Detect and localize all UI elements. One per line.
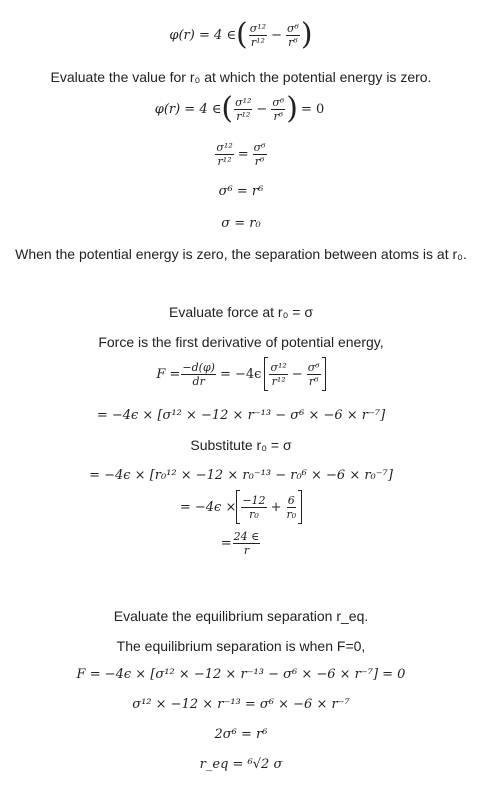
eq10-num: 24 ∈ xyxy=(233,530,260,543)
eq1-den2: r⁶ xyxy=(288,35,298,49)
eq6-mid: = −4ϵ xyxy=(219,366,262,382)
eq2-num2: σ⁶ xyxy=(272,95,285,109)
eq2-den2: r⁶ xyxy=(273,109,284,123)
two-sigma6-equation: 2σ⁶ = r⁶ xyxy=(214,727,268,742)
text-evaluate-r0: Evaluate the value for r₀ at which the potential energy is zero. xyxy=(50,69,432,85)
eq3-den2: r⁶ xyxy=(254,155,265,168)
sigma-r0-equation: σ = r₀ xyxy=(221,216,261,231)
sigma6-equation: σ⁶ = r⁶ xyxy=(218,184,264,199)
req-result-equation: r_eq = ⁶√2 σ xyxy=(199,757,283,772)
eq1-num1: σ¹² xyxy=(249,21,267,35)
eq6-num2: σ⁶ xyxy=(307,360,320,374)
text-substitute: Substitute r₀ = σ xyxy=(190,437,292,453)
force-zero-equation: F = −4ϵ × [σ¹² × −12 × r⁻¹³ − σ⁶ × −6 × r⁻⁷] = 0 xyxy=(76,667,406,682)
eq10-lhs: = xyxy=(220,536,232,551)
eq6-den2: r⁶ xyxy=(308,374,319,388)
eq2-rhs: = 0 xyxy=(300,101,325,117)
eq9-den2: r₀ xyxy=(286,507,297,521)
eq6-den0: dr xyxy=(192,374,205,388)
text-zero-separation: When the potential energy is zero, the separation between atoms is at r₀. xyxy=(15,246,467,262)
eq9-den1: r₀ xyxy=(249,507,259,521)
eq1-lhs: φ(r) = 4 ∈ xyxy=(169,27,237,43)
potential-zero-equation: φ(r) = 4 ∈ ( $\frac{\text{σ¹²}}{\text{r¹²}}$ − $\frac{\text{σ⁶}}{\text{r⁶}}$ ) = 0 xyxy=(154,91,325,126)
ratio-equation: $\frac{\text{σ¹²}}{\text{r¹²}}$ = $\frac{\text{σ⁶}}{\text{r⁶}}$ xyxy=(216,141,266,168)
eq6-den1: r¹² xyxy=(271,374,286,388)
text-evaluate-force: Evaluate force at r₀ = σ xyxy=(168,304,314,320)
eq3-den1: r¹² xyxy=(217,155,232,168)
force-simplified-equation: = −4ϵ × $\frac{-12}{\text{r₀}}$ + $\frac{6}{\text{r₀}}$ xyxy=(0,490,482,524)
eq1-num2: σ⁶ xyxy=(286,21,299,35)
text-equilibrium-condition: The equilibrium separation is when F=0, xyxy=(116,638,366,654)
eq9-num2: 6 xyxy=(287,493,295,507)
force-expanded-equation: = −4ϵ × [σ¹² × −12 × r⁻¹³ − σ⁶ × −6 × r⁻⁷] xyxy=(96,408,386,423)
force-derivative-equation: F = $\frac{-d(\varphi)}{dr}$ = −4ϵ $\frac{\text{σ¹²}}{\text{r¹²}}$ − $\frac{\text{σ⁶}}{\text{r⁶}}$ xyxy=(0,357,482,391)
eq2-den1: r¹² xyxy=(236,109,251,123)
eq3-num2: σ⁶ xyxy=(253,141,266,154)
potential-equation: φ(r) = 4 ∈ ( $\frac{\text{σ¹²}}{\text{r¹²}}$ − $\frac{\text{σ⁶}}{\text{r⁶}}$ ) xyxy=(169,17,313,52)
eq6-lhs: F = xyxy=(156,366,181,382)
eq9-num1: −12 xyxy=(242,493,266,507)
eq2-num1: σ¹² xyxy=(235,95,252,109)
eq10-den: r xyxy=(243,544,250,557)
eq3-num1: σ¹² xyxy=(216,141,233,154)
force-result-equation xyxy=(0,530,482,557)
eq1-den1: r¹² xyxy=(250,35,265,49)
balance-equation: σ¹² × −12 × r⁻¹³ = σ⁶ × −6 × r⁻⁷ xyxy=(132,697,350,712)
eq2-lhs: φ(r) = 4 ∈ xyxy=(154,101,222,117)
text-force-derivative: Force is the first derivative of potential energy, xyxy=(98,334,384,350)
eq6-num0: −d(φ) xyxy=(182,360,215,374)
eq6-num1: σ¹² xyxy=(270,360,287,374)
text-evaluate-req: Evaluate the equilibrium separation r_eq. xyxy=(113,608,369,624)
force-substituted-equation: = −4ϵ × [r₀¹² × −12 × r₀⁻¹³ − r₀⁶ × −6 × r₀⁻⁷] xyxy=(89,468,393,483)
eq9-lhs: = −4ϵ × xyxy=(179,499,237,515)
